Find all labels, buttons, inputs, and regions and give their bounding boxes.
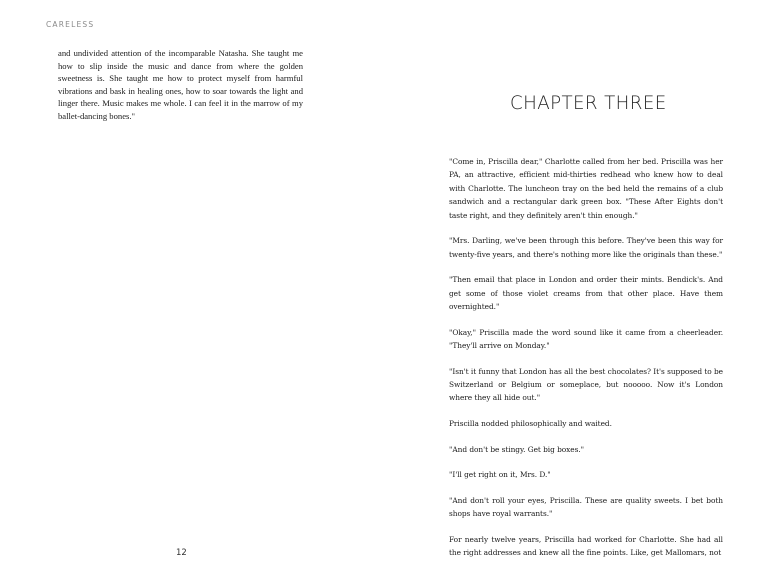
paragraph: Priscilla nodded philosophically and waited. <box>449 419 612 429</box>
paragraph: For nearly twelve years, Priscilla had worked for Charlotte. She had all the right addresses and knew all the fine points. Like, get Mallomars, not <box>449 534 723 558</box>
paragraph: "Isn't it funny that London has all the best chocolates? It's supposed to be Switzerland or Belgium or someplace, but nooooo. Now it's London where they all hide out." <box>449 366 723 403</box>
paragraph: "I'll get right on it, Mrs. D." <box>449 470 551 480</box>
paragraph: "Then email that place in London and order their mints. Bendick's. And get some of those violet creams from that other place. Have them overnighted." <box>449 275 723 312</box>
paragraph: "And don't roll your eyes, Priscilla. These are quality sweets. I bet both shops have royal warrants." <box>449 495 723 519</box>
running-head: CARELESS <box>46 20 95 29</box>
left-page-text: and undivided attention of the incomparable Natasha. She taught me how to slip inside the music and dance from where the golden sweetness is. She taught me how to protect myself from harmful vibrations and bask in healing ones, how to soar towards the light and linger there. Music makes me whole. I can feel it in the marrow of my ballet-dancing bones." <box>58 48 303 121</box>
paragraph: "Mrs. Darling, we've been through this before. They've been this way for twenty-five years, and there's nothing more like the originals than these." <box>449 236 723 259</box>
paragraph: "And don't be stingy. Get big boxes." <box>449 444 585 454</box>
paragraph: "Come in, Priscilla dear," Charlotte called from her bed. Priscilla was her PA, an attractive, efficient mid-thirties redhead who knew how to deal with Charlotte. The luncheon tray on the bed held the remains of a club sandwich and a rectangular dark green box. "These After Eights don't taste right, and they definitely aren't thin enough." <box>449 157 723 220</box>
chapter-body <box>449 155 723 572</box>
chapter-title: CHAPTER THREE <box>510 92 667 114</box>
paragraph: "Okay," Priscilla made the word sound like it came from a cheerleader. "They'll arrive on Monday." <box>449 327 723 351</box>
page-number: 12 <box>176 548 187 558</box>
